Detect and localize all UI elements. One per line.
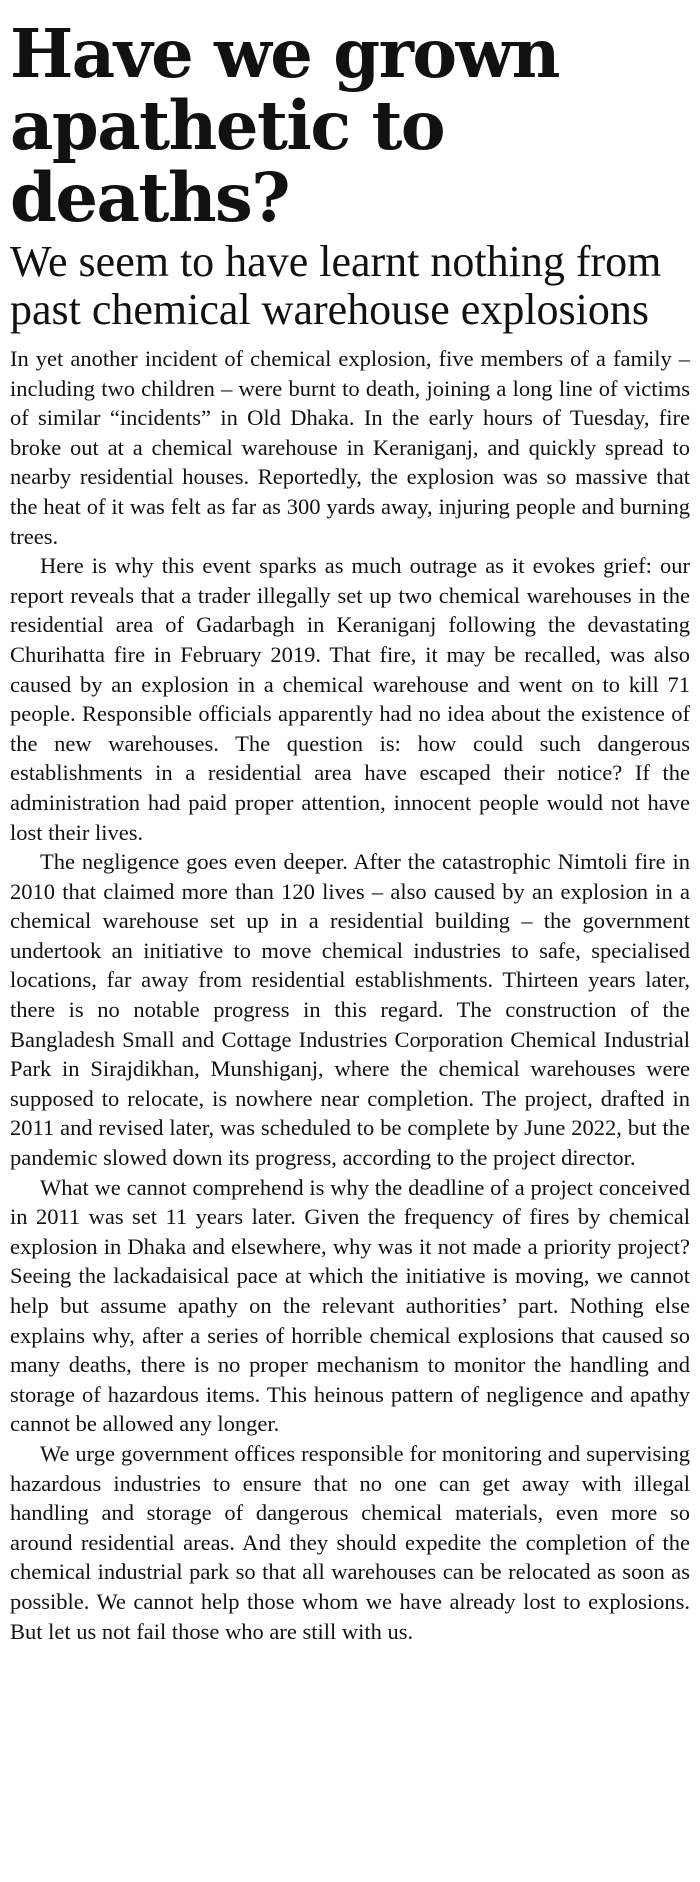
article-paragraph: Here is why this event sparks as much outrage as it evokes grief: our report reveals that a trader illegally set up two chemical warehouses in the residential area of Gadarbagh in Keraniganj following the devastating Churihatta fire in February 2019. That fire, it may be recalled, was also caused by an explosion in a chemical warehouse and went on to kill 71 people. Responsible officials apparently had no idea about the existence of the new warehouses. The question is: how could such dangerous establishments in a residential area have escaped their notice? If the administration had paid proper attention, innocent people would not have lost their lives. [10,553,690,845]
article-paragraph: What we cannot comprehend is why the deadline of a project conceived in 2011 was set 11 years later. Given the frequency of fires by chemical explosion in Dhaka and elsewhere, why was it not made a priority project? Seeing the lackadaisical pace at which the initiative is moving, we cannot help but assume apathy on the relevant authorities’ part. Nothing else explains why, after a series of horrible chemical explosions that caused so many deaths, there is no proper mechanism to monitor the handling and storage of hazardous items. This heinous pattern of negligence and apathy cannot be allowed any longer. [10,1174,690,1437]
article-paragraph: In yet another incident of chemical explosion, five members of a family – including two children – were burnt to death, joining a long line of victims of similar “incidents” in Old Dhaka. In the early hours of Tuesday, fire broke out at a chemical warehouse in Keraniganj, and quickly spread to nearby residential houses. Reportedly, the explosion was so massive that the heat of it was felt as far as 300 yards away, injuring people and burning trees. [10,346,690,549]
article-paragraph: The negligence goes even deeper. After the catastrophic Nimtoli fire in 2010 that claimed more than 120 lives – also caused by an explosion in a chemical warehouse set up in a residential building – the government undertook an initiative to move chemical industries to safe, specialised locations, far away from residential establishments. Thirteen years later, there is no notable progress in this regard. The construction of the Bangladesh Small and Cottage Industries Corporation Chemical Industrial Park in Sirajdikhan, Munshiganj, where the chemical warehouses were supposed to relocate, is nowhere near completion. The project, drafted in 2011 and revised later, was scheduled to be complete by June 2022, but the pandemic slowed down its progress, according to the project director. [10,849,690,1171]
article-subheadline: We seem to have learnt nothing from past chemical warehouse explosions [10,237,662,334]
article-headline: Have we grown apathetic to deaths? [10,14,559,237]
article-body [10,344,690,1646]
article-paragraph: We urge government offices responsible for monitoring and supervising hazardous industries to ensure that no one can get away with illegal handling and storage of dangerous chemical materials, even more so around residential areas. And they should expedite the completion of the chemical industrial park so that all warehouses can be relocated as soon as possible. We cannot help those whom we have already lost to explosions. But let us not fail those who are still with us. [10,1440,690,1644]
